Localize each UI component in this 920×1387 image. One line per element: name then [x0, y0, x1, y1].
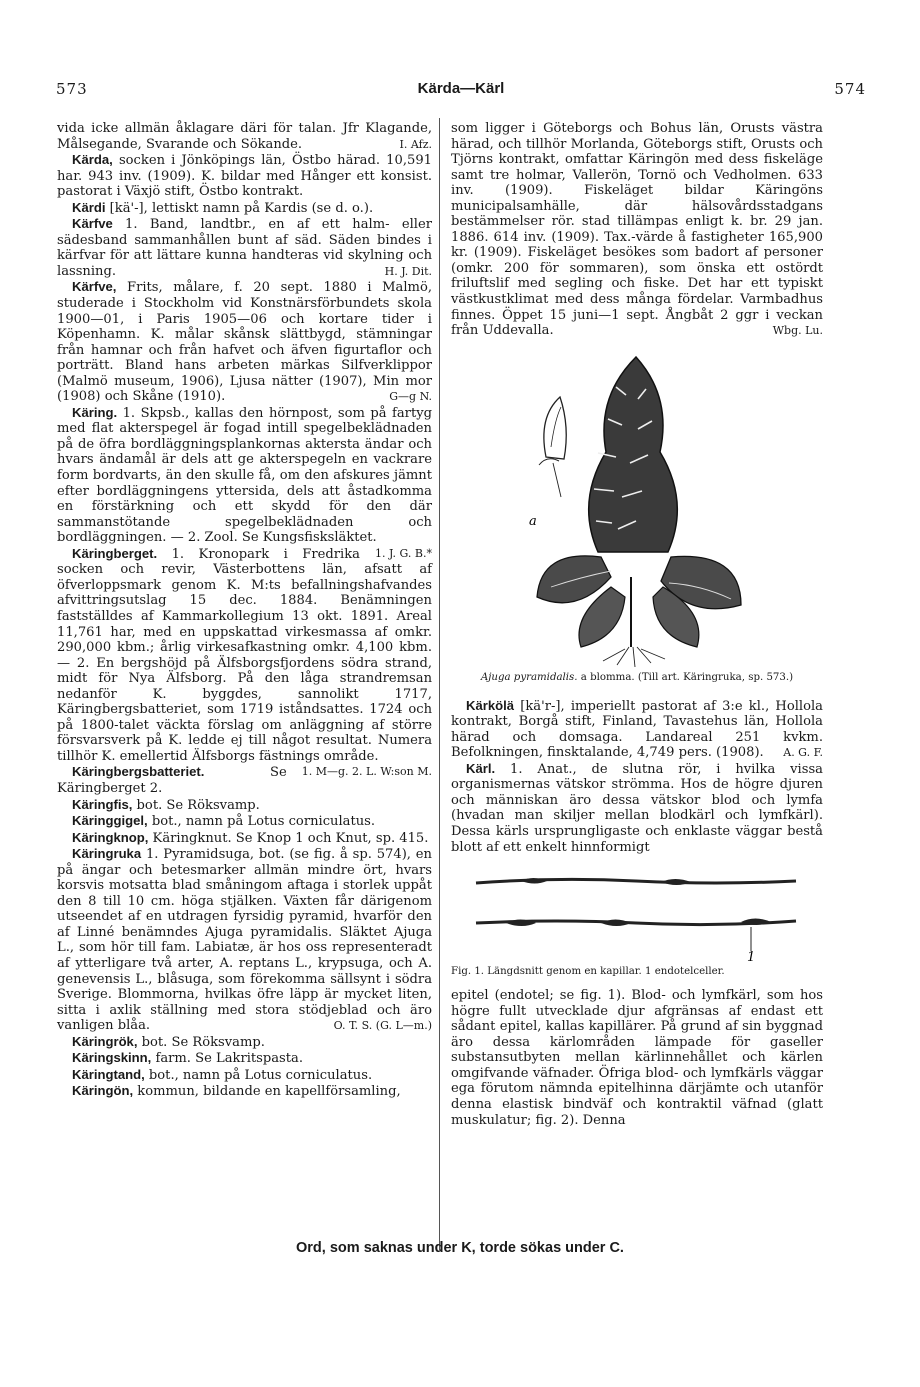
dictionary-entry	[57, 1083, 432, 1100]
entry-text: bot., namn på Lotus corniculatus.	[147, 814, 376, 830]
entry-headword: Käringruka	[72, 846, 142, 862]
author-signature: A. G. F.	[783, 746, 823, 760]
dictionary-entry	[57, 200, 432, 217]
entry-headword: Kärdi	[72, 199, 106, 215]
right-column-entries	[451, 698, 823, 855]
right-column	[451, 121, 823, 1128]
author-signature: O. T. S. (G. L—m.)	[333, 1019, 432, 1033]
dictionary-entry	[57, 1034, 432, 1051]
dictionary-entry	[57, 846, 432, 1034]
entry-headword: Käringfis,	[72, 796, 133, 812]
entry-text: bot. Se Röksvamp.	[137, 1034, 265, 1050]
entry-headword: Käringön,	[72, 1083, 134, 1099]
entry-headword: Käringknop,	[72, 829, 149, 845]
entry-headword: Kärkölä	[466, 697, 515, 713]
entry-headword: Käringbergsbatteriet.	[72, 764, 205, 780]
entry-headword: Kärfve	[72, 216, 113, 232]
entry-headword: Käringrök,	[72, 1033, 138, 1049]
page-number-left: 573	[56, 80, 88, 98]
entry-headword: Käring.	[72, 404, 118, 420]
entry-text: Se Käringberget 2.	[57, 765, 287, 796]
dictionary-entry	[451, 761, 823, 855]
entry-headword: Käringberget.	[72, 545, 158, 561]
entry-text: Frits, målare, f. 20 sept. 1880 i Malmö, studerade i Stockholm vid Konstnärsförbundets skola 1900—01, i Paris 1905—06 och kortare tider i Köpenhamn. K. målar skånsk slättbygd, stämningar från hamnar och från hafvet och äfven figurtaflor och porträtt. Bland hans arbeten märkas Silfverklippor (Malmö museum, 1906), Ljusa nätter (1907), Min mor (1908) och Skåne (1910).	[57, 280, 432, 405]
dictionary-entry	[57, 797, 432, 814]
roots-drawing	[603, 647, 665, 667]
dictionary-entry	[451, 698, 823, 761]
entry-headword: Kärfve,	[72, 279, 117, 295]
dictionary-entry	[57, 813, 432, 830]
author-signature: I. Afz.	[399, 137, 432, 151]
entry-headword: Kärda,	[72, 152, 113, 168]
entry-text: farm. Se Lakritspasta.	[151, 1051, 304, 1067]
entry-headword: Käringgigel,	[72, 813, 148, 829]
dictionary-entry	[57, 152, 432, 200]
entry-text: vida icke allmän åklagare däri för talan. Jfr Klagande, Målsegande, Svarande och Sökande.	[57, 121, 432, 152]
dictionary-entry	[57, 121, 432, 152]
dictionary-entry	[57, 1067, 432, 1084]
dictionary-entry	[57, 545, 432, 779]
column-divider	[439, 118, 440, 1250]
entry-text: kommun, bildande en kapellförsamling,	[133, 1084, 401, 1100]
label-1: 1	[747, 950, 756, 962]
entry-continuation: som ligger i Göteborgs och Bohus län, Orusts västra härad, och tillhör Morlanda, Göteborgs stift, Orusts och Tjörns kontrakt, omfattar Käringön med dess fiskeläge samt tre holmar, Vallerön, Tornö och Vedholmen. 633 inv. (1909). Fiskeläget bildar Käringöns municipalsamhälle, där hälsovårdsstadgans bestämmelser rör. stad tillämpas enligt k. br. 29 jan. 1886. 614 inv. (1909). Tax.-värde å fastigheter 165,900 kr. (1909). Fiskeläget besökes som badort af personer (omkr. 200 för sommaren), som önska ett ostördt friluftslif med segling och fiske. Det har ett typiskt västkustklimat med dess många fördelar. Varmbadhus finnes. Öppet 15 juni—1 sept. Ångbåt 2 ggr i veckan från Uddevalla. Wbg. Lu.	[451, 121, 823, 339]
flower-spike-drawing	[589, 357, 678, 552]
dictionary-entry	[57, 216, 432, 279]
capillary-illustration	[451, 861, 823, 961]
entry-continuation-bottom: epitel (endotel; se fig. 1). Blod- och lymfkärl, som hos högre fullt utvecklade djur afgränsas af endast ett sådant epitel, kallas kapillärer. På grund af sin byggnad äro dessa kärlområden lämpade för gaseller substansutbyten mellan kärlinnehållet och kärlen omgifvande väfnader. Öfriga blod- och lymfkärls väggar ega förutom nämnda epitelhinna därjämte och utanför denna elastisk bindväf och kontraktil väfnad (glatt muskulatur; fig. 2). Denna	[451, 988, 823, 1128]
author-signature: G—g N.	[389, 390, 432, 404]
running-title: Kärda—Kärl	[417, 80, 505, 97]
entry-text: 1. Anat., de slutna rör, i hvilka vissa organismernas vätskor strömma. Hos de högre djuren och människan äro dessa vätskor blod och lymfa (hvadan man skiljer mellan blodkärl och lymfkärl). Dessa kärls ursprungligaste och enklaste väggar bestå blott af ett enkelt hinnformigt	[451, 761, 823, 855]
entry-text: Käringknut. Se Knop 1 och Knut, sp. 415.	[148, 830, 429, 846]
dictionary-entry	[57, 279, 432, 404]
label-a: a	[529, 513, 537, 529]
entry-text: 1. Band, landtbr., en af ett halm- eller sädesband sammanhållen bunt af säd. Säden bindes i kärfvar för att lättare kunna handteras vid skylning och lassning.	[57, 217, 432, 279]
author-signature: 1. J. G. B.*	[374, 546, 432, 560]
flower-detail-drawing	[539, 397, 566, 497]
entry-text: socken i Jönköpings län, Östbo härad. 10,591 har. 943 inv. (1909). K. bildar med Hånger ett konsist. pastorat i Växjö stift, Östbo kontrakt.	[57, 153, 432, 200]
entry-headword: Käringtand,	[72, 1066, 145, 1082]
page-number-right: 574	[834, 80, 866, 98]
author-signature: Wbg. Lu.	[772, 324, 823, 338]
dictionary-entry	[57, 1050, 432, 1067]
dictionary-entry	[57, 830, 432, 847]
figure-caption: Ajuga pyramidalis. a blomma. (Till art. Käringruka, sp. 573.)	[480, 671, 794, 683]
entry-text: bot. Se Röksvamp.	[132, 797, 260, 813]
left-column	[57, 121, 432, 1100]
author-signature: 1. M—g. 2. L. W:son M.	[301, 765, 432, 779]
capillary-drawing	[476, 878, 796, 951]
entry-text: 1. Pyramidsuga, bot. (se fig. å sp. 574), en på ängar och betesmarker allmän mindre ört, hvars korsvis motsatta blad småningom aftaga i storlek uppåt den 8 till 10 cm. höga stjälken. Växten får därigenom utseendet af en utdragen fyrsidig pyramid, hvarför den af Linné benämndes Ajuga pyramidalis. Släktet Ajuga L., som hör till fam. Labiatæ, är hos oss representeradt af ytterligare två arter, A. reptans L., krypsuga, och A. genevensis L., blåsuga, som förekomma sällsynt i södra Sverige. Blommorna, hvilkas öfre läpp är mycket liten, sitta i axlik ställning med stora stödjeblad och äro vanligen blåa.	[57, 847, 432, 1034]
entry-headword: Kärl.	[466, 760, 496, 776]
page-footer-note: Ord, som saknas under K, torde sökas under C.	[296, 1240, 624, 1256]
figure-caption-2: Fig. 1. Längdsnitt genom en kapillar. 1 endotelceller.	[451, 966, 725, 978]
entry-text: [kä'-], lettiskt namn på Kardis (se d. o.).	[105, 200, 374, 216]
entry-text: bot., namn på Lotus corniculatus.	[144, 1067, 373, 1083]
plant-illustration-ajuga	[451, 347, 823, 667]
leaves-drawing	[537, 556, 741, 647]
author-signature: H. J. Dit.	[384, 264, 432, 278]
entry-text: [kä'r-], imperiellt pastorat af 3:e kl., Hollola kontrakt, Borgå stift, Finland, Tavastehus län, Hollola härad och domsaga. Landareal 251 kvkm. Befolkningen, finsktalande, 4,749 pers. (1908).	[451, 698, 823, 761]
page-header	[56, 80, 866, 106]
entry-text: 1. Skpsb., kallas den hörnpost, som på fartyg med flat akterspegel är fogad intill spegelbeklädnaden på de öfra bordläggningsplankornas aktersta ändar och hvars ändamål är dels att ge akterspegeln en vackrare form bordvarts, än den skulle få, om den afskures jämnt efter bordläggningens yttersida, dels att åstadkomma en förstärkning och ett skydd för den där sammanstötande spegelbeklädnaden och bordläggningen. — 2. Zool. Se Kungsfisksläktet.	[57, 405, 432, 546]
entry-headword: Käringskinn,	[72, 1050, 152, 1066]
entry-text: 1. Kronopark i Fredrika socken och revir, Västerbottens län, afsatt af öfverloppsmark genom K. M:ts befallningshafvandes afvittringsutslag 15 dec. 1884. Benämningen fastställdes af Kammarkollegium 13 okt. 1891. Areal 11,761 har, med en uppskattad virkesmassa af omkr. 290,000 kbm.; årlig virkesafkastning omkr. 4,100 kbm. — 2. En bergshöjd på Älfsborgsfjordens södra strand, midt för Nya Älfsborg. På den låga strandremsan nedanför K. byggdes, sannolikt 1717, Käringbergsbatteriet, som 1719 iståndsattes. 1724 och på 1800-talet väckta förslag om anläggning af större försvarsverk på K. ledde ej till något resultat. Numera tillhör K. emellertid Älfsborgs fästnings område.	[57, 546, 432, 764]
